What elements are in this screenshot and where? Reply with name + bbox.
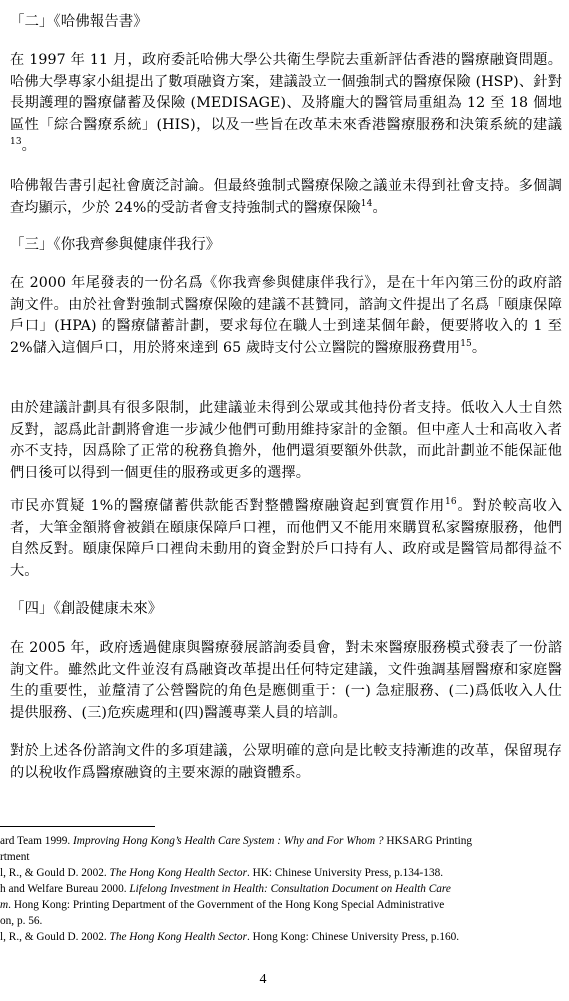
paragraph-tail: 。對於較高收入者，大筆金額將會被鎖在頤康保障戶口裡，而他們又不能用來購買私家醫療服務，他們自然反對。頤康保障戶口裡尙未動用的資金對於戶口持有人、政府或是醫管局都得益不大。 [10, 498, 562, 579]
paragraph-text: 由於建議計劃具有很多限制，此建議並未得到公眾或其他持份者支持。低收入人士自然反對，認爲此計劃將會進一步減少他們可動用維持家計的金額。但中產人士和高收入者亦不支持，因爲除了正常的稅務負擔外，他們還須要額外供款，而此計劃並不能保証他們日後可以得到一個更佳的服務或更多的選擇。 [10, 400, 562, 481]
paragraph-text: 對於上述各份諮詢文件的多項建議，公眾明確的意向是比較支持漸進的改革，保留現存的以稅收作爲醫療融資的主要來源的融資體系。 [10, 743, 562, 781]
footnote-line: l, R., & Gould D. 2002. The Hong Kong Health Sector. HK: Chinese University Press, p.134-138. [0, 867, 444, 879]
paragraph-text: 在 2000 年尾發表的一份名爲《你我齊參與健康伴我行》，是在十年內第三份的政府諮詢文件。由於社會對強制式醫療保險的建議不甚贊同，諮詢文件提出了名爲「頤康保障戶口」(HPA) 的醫療儲蓄計劃，要求每位在職人士到達某個年齡，便要將收入的 1 至 2%儲入這個戶口，用於將來達到 65 歲時支付公立醫院的醫療服務費用 [10, 275, 562, 356]
footnote-line: h and Welfare Bureau 2000. Lifelong Investment in Health: Consultation Document on Health Care [0, 883, 451, 895]
footnote-ref-13: 13 [10, 137, 22, 148]
section-heading-3: 「三」《你我齊參與健康伴我行》 [10, 237, 221, 253]
footnote-separator [0, 826, 155, 827]
footnote-line: l, R., & Gould D. 2002. The Hong Kong Health Sector. Hong Kong: Chinese University Press, p.160. [0, 931, 460, 943]
paragraph-harvard-report [10, 50, 562, 158]
paragraph-text: 在 2005 年，政府透過健康與醫療發展諮詢委員會，對未來醫療服務模式發表了一份諮詢文件。雖然此文件並沒有爲融資改革提出任何特定建議，文件強調基層醫療和家庭醫生的重要性，並釐清了公營醫院的角色是應側重于：(一) 急症服務、(二)爲低收入人仕提供服務、(三)危疾處理和(四)醫護專業人員的培訓。 [10, 640, 562, 721]
paragraph-public-view [10, 741, 562, 784]
section-heading-4: 「四」《創設健康未來》 [10, 601, 163, 617]
paragraph-hpa-doubts [10, 496, 562, 582]
footnote-ref-14: 14 [360, 198, 373, 209]
paragraph-2005-consultation [10, 638, 562, 724]
paragraph-hpa-opposition [10, 398, 562, 484]
paragraph-tail: 。 [21, 138, 36, 155]
paragraph-tail: 。 [372, 199, 387, 216]
footnote-ref-16: 16 [445, 497, 457, 507]
paragraph-tail: 。 [471, 339, 487, 356]
page-number: 4 [259, 972, 267, 987]
footnote-ref-15: 15 [460, 338, 472, 349]
footnote-line: m. Hong Kong: Printing Department of the Government of the Hong Kong Special Administrative [0, 899, 445, 911]
paragraph-harvard-discussion [10, 176, 562, 219]
paragraph-text: 市民亦質疑 1%的醫療儲蓄供款能否對整體醫療融資起到實質作用 [10, 498, 446, 514]
section-heading-2: 「二」《哈佛報告書》 [10, 14, 148, 30]
footnote-line: rtment [0, 851, 30, 863]
paragraph-hpa-proposal [10, 273, 562, 359]
paragraph-text: 在 1997 年 11 月，政府委託哈佛大學公共衛生學院去重新評估香港的醫療融資問題。哈佛大學專家小組提出了數項融資方案，建議設立一個強制式的醫療保險 (HSP)、針對長期護理的醫療儲蓄及保險 (MEDISAGE)、及將龐大的醫管局重組為 12 至 18 個地區性「綜合醫療系統」(HIS)，以及一些旨在改革未來香港醫療服務和決策系統的建議 [10, 52, 562, 133]
footnote-line: ard Team 1999. Improving Hong Kong’s Health Care System : Why and For Whom ? HKSARG Printing [0, 835, 473, 847]
paragraph-text: 哈佛報告書引起社會廣泛討論。但最終強制式醫療保險之議並未得到社會支持。多個調查均顯示，少於 24%的受訪者會支持強制式的醫療保險 [10, 178, 562, 216]
footnote-line: on, p. 56. [0, 915, 43, 927]
